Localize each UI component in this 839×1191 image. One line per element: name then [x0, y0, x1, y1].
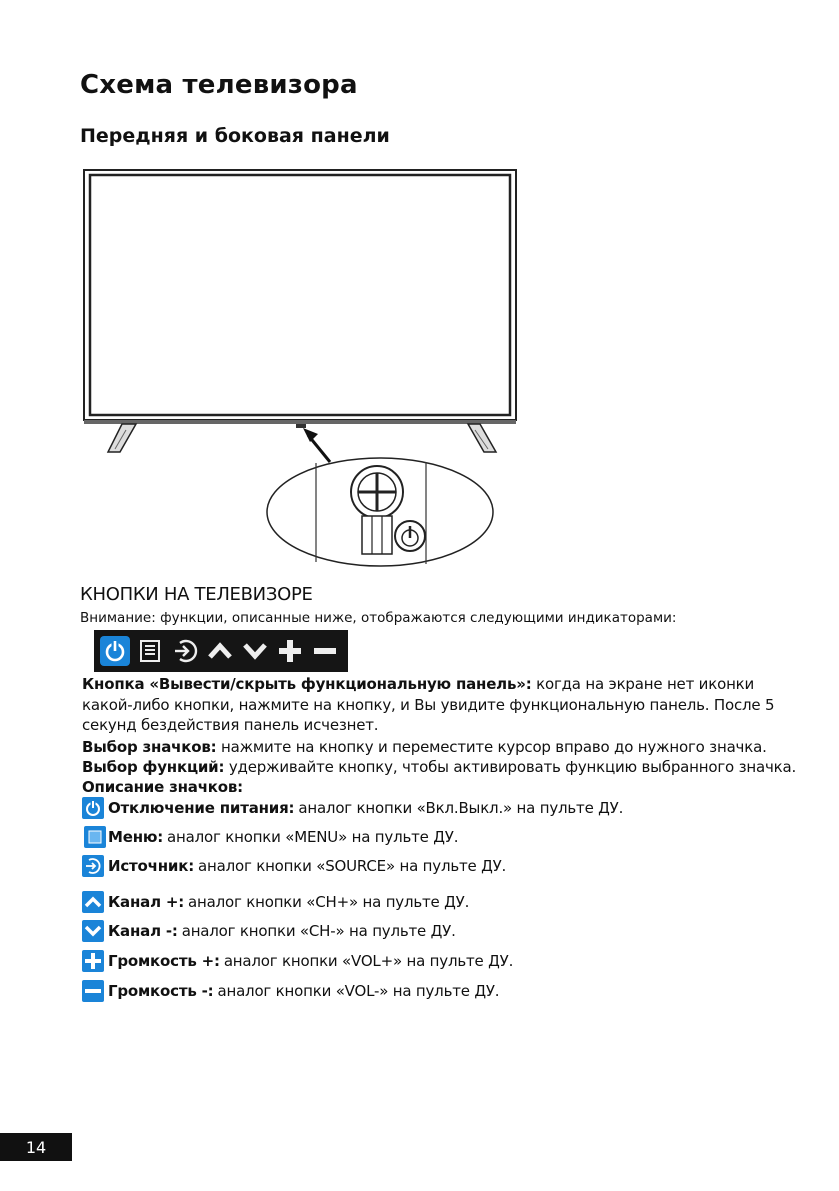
legend-text: аналог кнопки «Вкл.Выкл.» на пульте ДУ.	[298, 799, 624, 817]
paragraph-text: когда на экране нет иконки какой-либо кнопки, нажмите на кнопку, и Вы увидите функциональную панель. После 5 секунд бездействия панель исчезнет.	[82, 675, 775, 734]
power-icon	[82, 797, 106, 819]
paragraph-text: нажмите на кнопку и переместите курсор вправо до нужного значка.	[216, 738, 767, 756]
tv-stand-right	[468, 424, 496, 452]
legend-label: Меню:	[108, 828, 164, 846]
paragraph-select-icons	[82, 737, 802, 758]
page-title: Схема телевизора	[80, 70, 358, 100]
paragraph-label: Кнопка «Вывести/скрыть функциональную панель»:	[82, 675, 532, 693]
legend-item	[82, 855, 506, 877]
legend-item	[82, 826, 458, 848]
legend-item	[82, 920, 456, 942]
down-icon	[82, 920, 106, 942]
legend-text: аналог кнопки «VOL-» на пульте ДУ.	[217, 982, 500, 1000]
page-number: 14	[0, 1133, 72, 1161]
source-icon	[168, 635, 201, 668]
legend-text: аналог кнопки «SOURCE» на пульте ДУ.	[198, 857, 507, 875]
tv-diagram	[70, 160, 530, 580]
legend-text: аналог кнопки «MENU» на пульте ДУ.	[167, 828, 459, 846]
down-icon	[238, 635, 271, 668]
legend-text: аналог кнопки «CH+» на пульте ДУ.	[188, 893, 470, 911]
paragraph-icon-description	[82, 777, 802, 798]
paragraph-text: удерживайте кнопку, чтобы активировать функцию выбранного значка.	[224, 758, 797, 776]
power-icon	[98, 635, 131, 668]
legend-label: Громкость -:	[108, 982, 214, 1000]
section-subtitle: Передняя и боковая панели	[80, 125, 390, 147]
paragraph-label: Выбор функций:	[82, 758, 225, 776]
up-icon	[203, 635, 236, 668]
tv-stand-left	[108, 424, 136, 452]
minus-icon	[82, 980, 106, 1002]
menu-icon	[82, 826, 106, 848]
legend-text: аналог кнопки «VOL+» на пульте ДУ.	[223, 952, 514, 970]
legend-item	[82, 797, 623, 819]
tv-front-panel	[84, 170, 516, 428]
legend-text: аналог кнопки «CH-» на пульте ДУ.	[181, 922, 456, 940]
arrow-icon	[303, 428, 330, 462]
control-button-closeup	[267, 458, 493, 566]
paragraph-label: Выбор значков:	[82, 738, 217, 756]
paragraph-show-hide	[82, 674, 802, 736]
legend-item	[82, 891, 469, 913]
buttons-section-title: КНОПКИ НА ТЕЛЕВИЗОРЕ	[80, 584, 313, 605]
minus-icon	[308, 635, 341, 668]
legend-label: Канал -:	[108, 922, 178, 940]
plus-icon	[82, 950, 106, 972]
menu-icon	[133, 635, 166, 668]
paragraph-select-functions	[82, 757, 802, 778]
indicator-strip	[94, 630, 348, 672]
source-icon	[82, 855, 106, 877]
legend-label: Отключение питания:	[108, 799, 295, 817]
legend-label: Источник:	[108, 857, 194, 875]
attention-note: Внимание: функции, описанные ниже, отображаются следующими индикаторами:	[80, 610, 677, 626]
paragraph-label: Описание значков:	[82, 778, 243, 796]
legend-label: Громкость +:	[108, 952, 220, 970]
legend-item	[82, 980, 499, 1002]
legend-label: Канал +:	[108, 893, 185, 911]
up-icon	[82, 891, 106, 913]
plus-icon	[273, 635, 306, 668]
legend-item	[82, 950, 513, 972]
